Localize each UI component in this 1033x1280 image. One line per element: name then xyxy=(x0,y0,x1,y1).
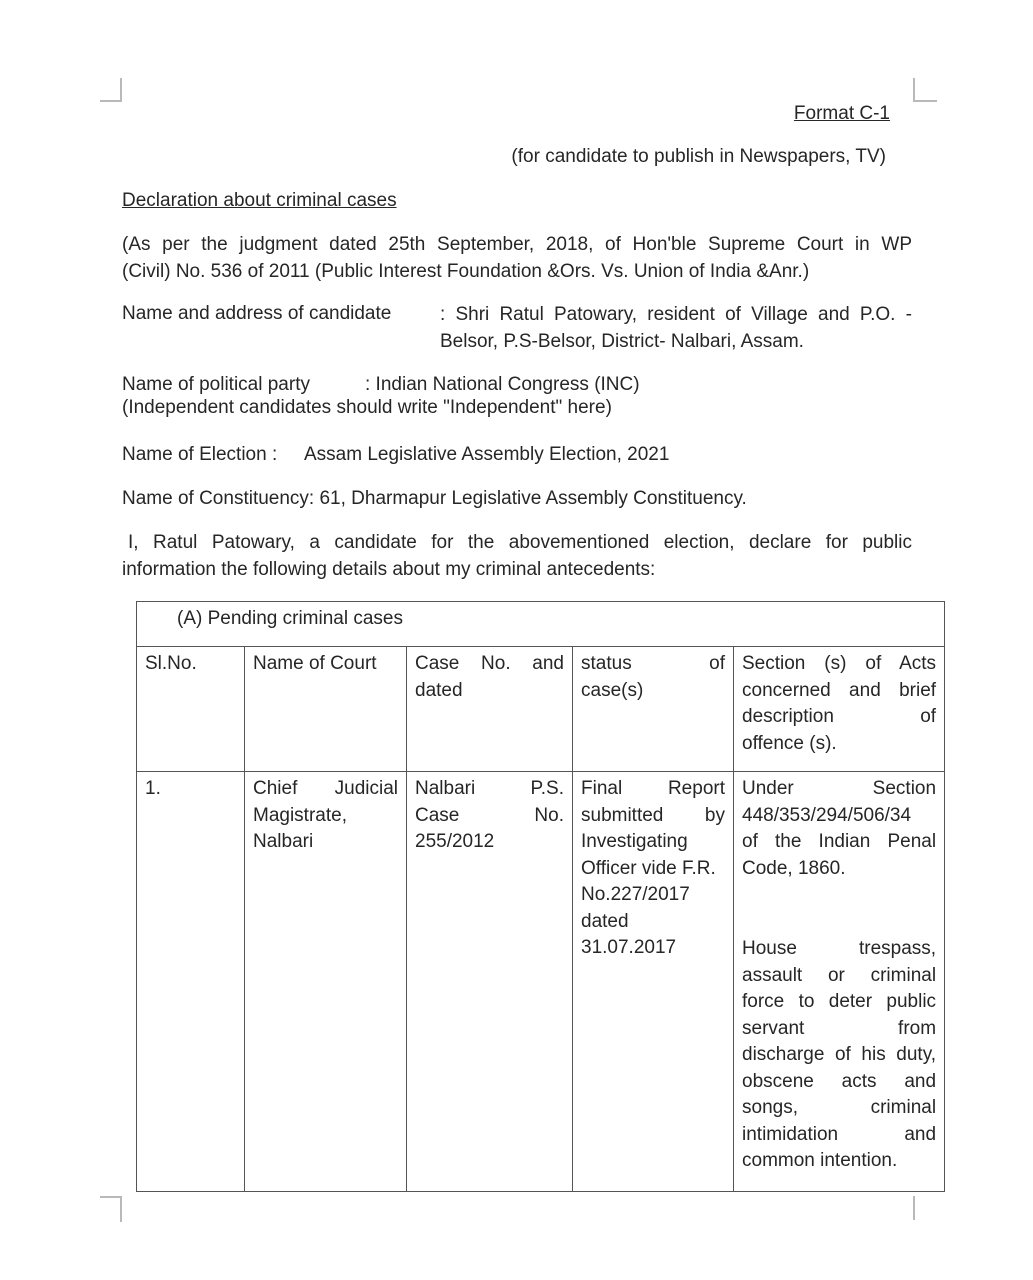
header-section: Section (s) of Acts concerned and brief description of offence (s). xyxy=(734,647,945,772)
pending-cases-table xyxy=(136,601,945,1192)
judgment-line-2: (Civil) No. 536 of 2011 (Public Interest Foundation &Ors. Vs. Union of India &Anr.) xyxy=(122,261,810,282)
party-value: : Indian National Congress (INC) xyxy=(365,374,640,395)
crop-mark-top-right xyxy=(913,78,937,102)
table-row xyxy=(137,772,945,1192)
crop-mark-bottom-left xyxy=(100,1196,122,1222)
candidate-value xyxy=(440,301,912,355)
candidate-label: Name and address of candidate xyxy=(122,303,392,324)
cell-sl-no: 1. xyxy=(137,772,245,1192)
candidate-value-line-1: : Shri Ratul Patowary, resident of Village and P.O. - xyxy=(440,304,912,325)
table-caption: (A) Pending criminal cases xyxy=(137,602,945,647)
subtitle: (for candidate to publish in Newspapers, TV) xyxy=(511,146,886,167)
cell-section: Under Section 448/353/294/506/34 of the Indian Penal Code, 1860. House trespass, assault or criminal force to deter public servant from discharge of his duty, obscene acts and songs, criminal intimidation and common intention. xyxy=(734,772,945,1192)
judgment-reference xyxy=(122,231,912,285)
candidate-value-line-2: Belsor, P.S-Belsor, District- Nalbari, Assam. xyxy=(440,331,804,352)
party-note: (Independent candidates should write "Independent" here) xyxy=(122,397,612,418)
header-case-no: Case No. and dated xyxy=(407,647,573,772)
table-caption-row xyxy=(137,602,945,647)
table-header-row xyxy=(137,647,945,772)
crop-mark-top-left xyxy=(100,78,122,102)
cell-case-no: Nalbari P.S. Case No. 255/2012 xyxy=(407,772,573,1192)
election-value: Assam Legislative Assembly Election, 2021 xyxy=(304,444,670,465)
judgment-line-1: (As per the judgment dated 25th September, 2018, of Hon'ble Supreme Court in WP xyxy=(122,234,912,255)
declaration-paragraph xyxy=(122,529,912,583)
election-label: Name of Election : xyxy=(122,444,278,465)
party-label: Name of political party xyxy=(122,374,310,395)
cell-court: Chief Judicial Magistrate, Nalbari xyxy=(245,772,407,1192)
header-court: Name of Court xyxy=(245,647,407,772)
header-sl-no: Sl.No. xyxy=(137,647,245,772)
declaration-line-2: information the following details about my criminal antecedents: xyxy=(122,559,656,580)
header-status: status of case(s) xyxy=(573,647,734,772)
format-label: Format C-1 xyxy=(793,103,890,124)
crop-mark-bottom-right xyxy=(913,1196,937,1220)
cell-status: Final Report submitted by Investigating Officer vide F.R. No.227/2017 dated 31.07.2017 xyxy=(573,772,734,1192)
constituency-line: Name of Constituency: 61, Dharmapur Legislative Assembly Constituency. xyxy=(122,488,747,509)
declaration-line-1: I, Ratul Patowary, a candidate for the abovementioned election, declare for public xyxy=(128,532,912,553)
page-heading: Declaration about criminal cases xyxy=(122,190,397,211)
offence-description: House trespass, xyxy=(742,938,937,959)
